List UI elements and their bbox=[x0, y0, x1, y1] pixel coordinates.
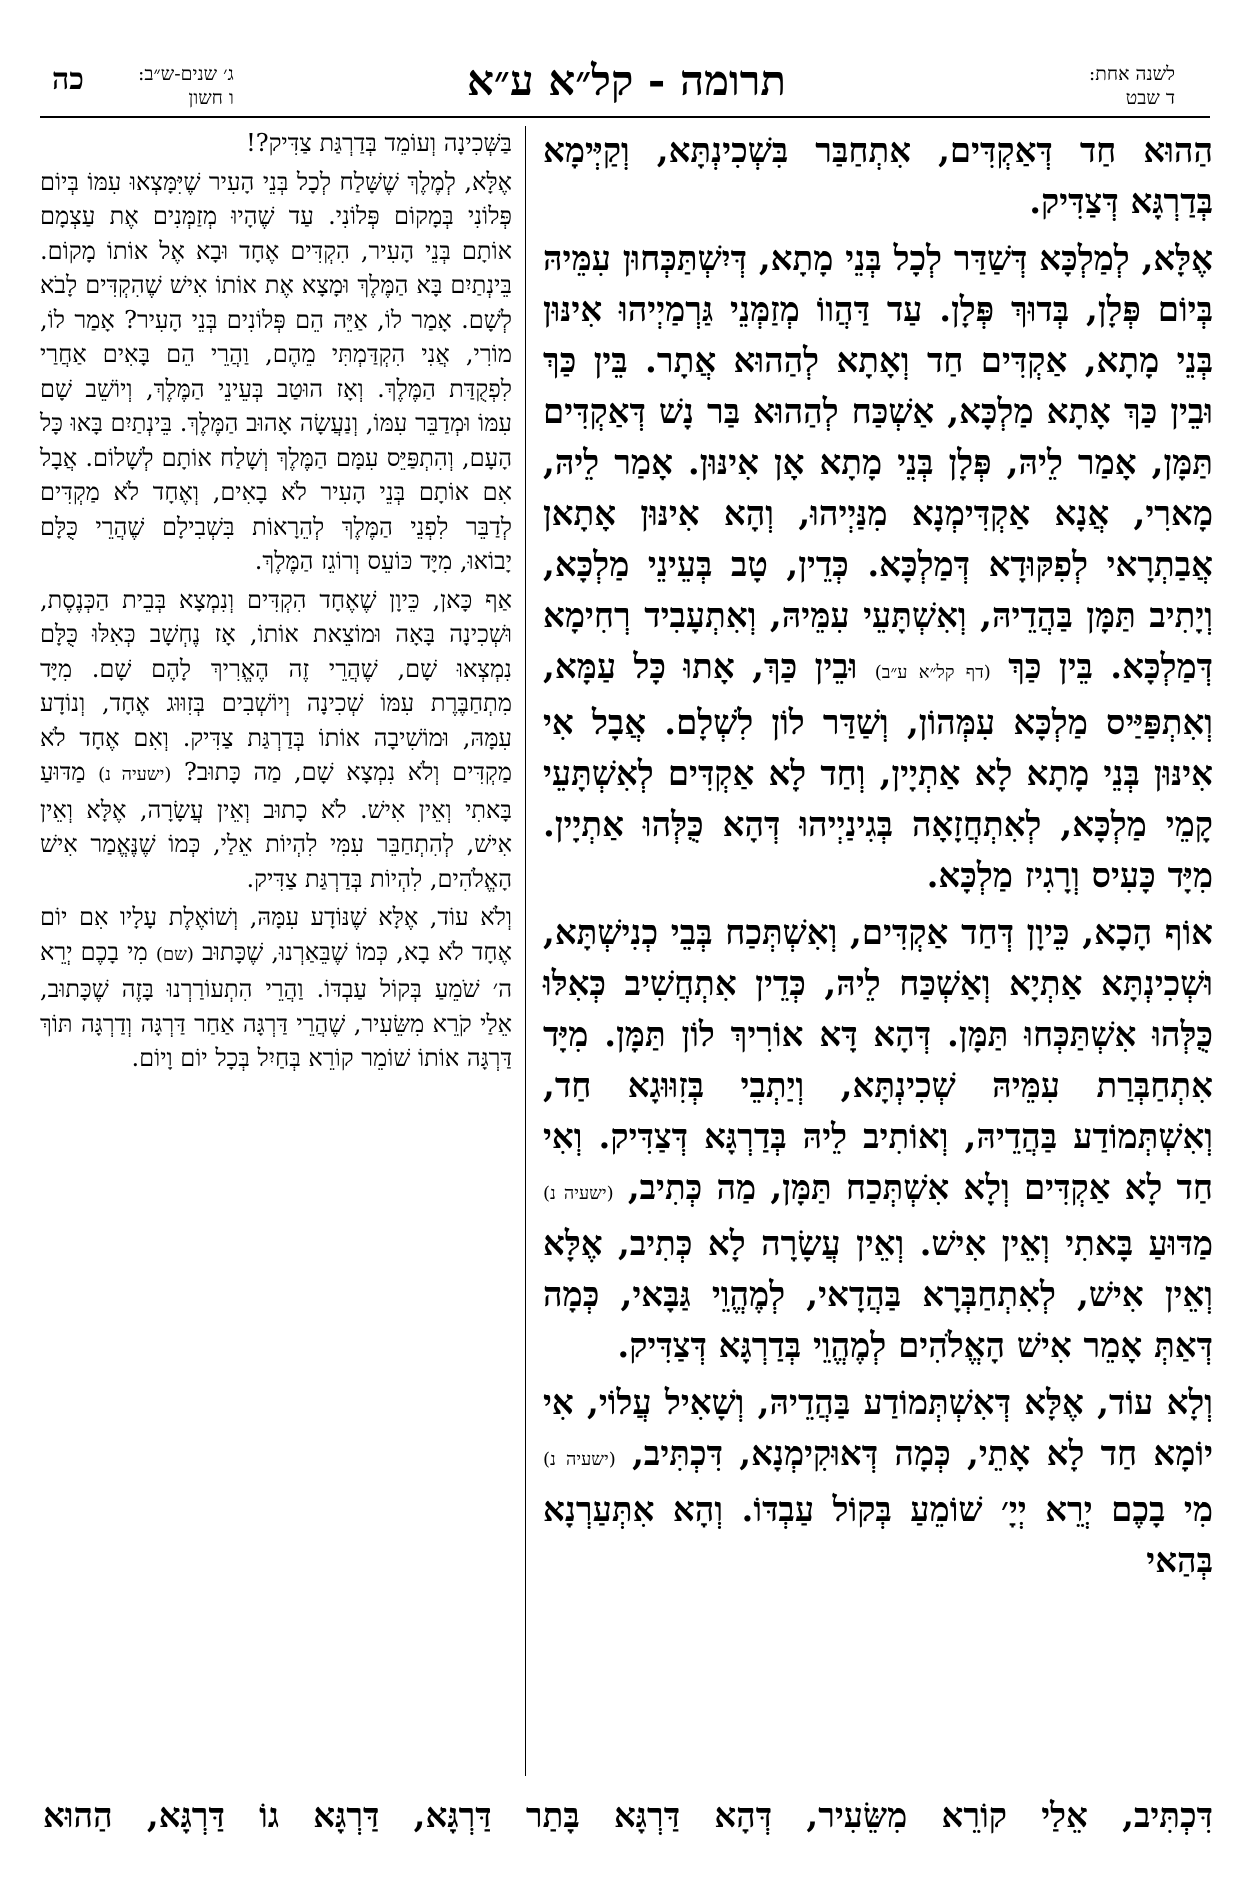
main-paragraph-4-text: וְלָא עוֹד, אֶלָּא דְּאִשְׁתְּמוֹדַע בַּהֲדֵיהּ, וְשָׁאִיל עֲלוֹי, אִי יוֹמָא חַד לָא אָתֵי, כְּמָה דְּאוּקִימְנָא, דִּכְתִּיב, bbox=[543, 1383, 1213, 1474]
main-paragraph-4 bbox=[543, 1378, 1213, 1587]
side-paragraph-1: בַּשְּׁכִינָה וְעוֹמֵד בְּדַרְגַּת צַדִּיק?! bbox=[246, 129, 512, 157]
page-title: תרומה - קל״א ע״א bbox=[466, 56, 787, 105]
side-paragraph-4 bbox=[40, 900, 512, 1076]
schedule-left-line2: ו חשון bbox=[188, 87, 234, 109]
schedule-label-right bbox=[1089, 62, 1175, 110]
side-paragraph-4-cont: מִי בָכֶם יְרֵא ה׳ שֹׁמֵעַ בְּקוֹל עַבְדּוֹ. וַהֲרֵי הִתְעוֹרַרְנוּ בָּזֶה שֶׁכָּתוּב, אֵלַי קֹרֵא מִשֵּׂעִיר, שֶׁהֲרֵי דַּרְגָּה אַחַר דַּרְגָּה וְדַרְגָּה תּוֹךְ דַּרְגָּה אוֹתוֹ שׁוֹמֵר קוֹרֵא בְּחַיִל בְּכָל יוֹם וָיוֹם. bbox=[40, 937, 512, 1072]
column-divider bbox=[525, 126, 526, 1776]
source-reference: (שם) bbox=[155, 943, 194, 965]
side-paragraph-3 bbox=[40, 583, 512, 897]
page-number: כה bbox=[52, 62, 84, 97]
page-header bbox=[0, 0, 1253, 110]
main-paragraph-4-cont: מִי בָכֶם יְרֵא יְיָ׳ שׁוֹמֵעַ בְּקוֹל עַבְדּוֹ. וְהָא אִתְּעַרְנָא בְּהַאי bbox=[543, 1490, 1213, 1581]
main-paragraph-3-cont: מַדּוּעַ בָּאתִי וְאֵין אִישׁ. וְאֵין עֲשָׂרָה לָא כְּתִיב, אֶלָּא וְאֵין אִישׁ, לְאִתְחַבְּרָא בַּהֲדָאי, לְמֶהֱוֵי גַּבָּאי, כְּמָה דְּאַתְּ אָמֵר אִישׁ הָאֱלֹהִים לְמֶהֱוֵי בְּדַרְגָּא דְּצַדִּיק. bbox=[543, 1224, 1213, 1366]
side-paragraph-3-text: אַף כָּאן, כֵּיוָן שֶׁאֶחָד הִקְדִּים וְנִמְצָא בְּבֵית הַכְּנֶסֶת, וּשְׁכִינָה בָּאָה וּמוֹצֵאת אוֹתוֹ, אָז נֶחְשָׁב כְּאִלּוּ כֻּלָּם נִמְצְאוּ שָׁם, שֶׁהֲרֵי זֶה הֶאֱרִיךְ לָהֶם שָׁם. מִיָּד מִתְחַבֶּרֶת עִמּוֹ שְׁכִינָה וְיוֹשְׁבִים בְּזִוּוּג אֶחָד, וְנוֹדָע עִמָּהּ, וּמוֹשִׁיבָה אוֹתוֹ בְּדַרְגַּת צַדִּיק. וְאִם אֶחָד לֹא מַקְדִּים וְלֹא נִמְצָא שָׁם, מַה כָּתוּב? bbox=[40, 585, 512, 786]
side-paragraph-3-cont: מַדּוּעַ בָּאתִי וְאֵין אִישׁ. לֹא כָתוּב וְאֵין עֲשָׂרָה, אֶלָּא וְאֵין אִישׁ, לְהִתְחַבֵּר עִמִּי לִהְיוֹת אֵלַי, כְּמוֹ שֶׁנֶּאֱמַר אִישׁ הָאֱלֹהִים, לִהְיוֹת בְּדַרְגַּת צַדִּיק. bbox=[40, 758, 512, 893]
main-paragraph-1: הַהוּא חַד דְּאַקְדִּים, אִתְחַבַּר בִּשְׁכִינְתָּא, וְקַיְּימָא בְּדַרְגָּא דְּצַדִּיק. bbox=[543, 131, 1213, 222]
main-paragraph-3 bbox=[543, 908, 1213, 1372]
side-paragraph-2: אֶלָּא, לְמֶלֶךְ שֶׁשָּׁלַח לְכָל בְּנֵי הָעִיר שֶׁיִּמָּצְאוּ עִמּוֹ בְּיוֹם פְּלוֹנִי בְּמָקוֹם פְּלוֹנִי. עַד שֶׁהָיוּ מְזַמְּנִים אֶת עַצְמָם אוֹתָם בְּנֵי הָעִיר, הִקְדִּים אֶחָד וּבָא אֶל אוֹתוֹ מָקוֹם. בֵּינְתַיִם בָּא הַמֶּלֶךְ וּמָצָא אֶת אוֹתוֹ אִישׁ שֶׁהִקְדִּים לָבֹא לְשָׁם. אָמַר לוֹ, אַיֵּה הֵם פְּלוֹנִים בְּנֵי הָעִיר? אָמַר לוֹ, מוֹרִי, אֲנִי הִקְדַּמְתִּי מֵהֶם, וַהֲרֵי הֵם בָּאִים אַחֲרַי לִפְקֻדַּת הַמֶּלֶךְ. וְאָז הוּטַב בְּעֵינֵי הַמֶּלֶךְ, וְיוֹשֵׁב שָׁם עִמּוֹ וּמְדַבֵּר עִמּוֹ, וְנַעֲשָׂה אָהוּב הַמֶּלֶךְ. בֵּינְתַיִם בָּאוּ כָּל הָעָם, וְהִתְפַּיֵּס עִמָּם הַמֶּלֶךְ וְשָׁלַח אוֹתָם לְשָׁלוֹם. אֲבָל אִם אוֹתָם בְּנֵי הָעִיר לֹא בָאִים, וְאֶחָד לֹא מַקְדִּים לְדַבֵּר לִפְנֵי הַמֶּלֶךְ לְהֵרָאוֹת בִּשְׁבִילָם שֶׁהֲרֵי כֻּלָּם יָבוֹאוּ, מִיָּד כּוֹעֵס וְרוֹגֵז הַמֶּלֶךְ. bbox=[40, 167, 513, 575]
source-reference: (דף קל״א ע״ב) bbox=[874, 662, 991, 683]
header-divider bbox=[40, 116, 1210, 118]
main-paragraph-2-cont: וּבֵין כַּךְ, אָתוּ כָּל עַמָּא, וְאִתְפַּיַּיס מַלְכָּא עִמְּהוֹן, וְשַׁדַּר לוֹן לִשְׁלָם. אֲבָל אִי אִינּוּן בְּנֵי מָתָא לָא אַתְיָין, וְחַד לָא אַקְדִּים לְאִשְׁתָּעֵי קָמֵי מַלְכָּא, לְאִתְחֲזָאָה בְּגִינַיְיהוּ דְּהָא כֻּלְּהוּ אַתְיָין. מִיָּד כָּעִיס וְרָגִיז מַלְכָּא. bbox=[543, 647, 1213, 896]
schedule-left-line1: ג׳ שנים-ש״ב: bbox=[138, 63, 234, 85]
schedule-right-line2: ד שבט bbox=[1125, 87, 1175, 109]
translation-column bbox=[40, 126, 512, 1080]
source-reference: (ישעיה נ) bbox=[98, 764, 172, 785]
main-paragraph-2 bbox=[543, 234, 1213, 902]
main-paragraph-3-text: אוֹף הָכָא, כֵּיוָן דְּחַד אַקְדִּים, וְאִשְׁתְּכַח בְּבֵי כְנִישְׁתָּא, וּשְׁכִינְתָּא אַתְיָא וְאַשְׁכַּח לֵיהּ, כְּדֵין אִתְחֲשִׁיב כְּאִלּוּ כֻּלְּהוּ אִשְׁתַּכְּחוּ תַּמָּן. דְּהָא דָּא אוֹרִיךְ לוֹן תַּמָּן. מִיָּד אִתְחַבְּרַת עִמֵּיהּ שְׁכִינְתָּא, וְיַתְבֵי בְּזִוּוּגָא חַד, וְאִשְׁתְּמוֹדַע בַּהֲדֵיהּ, וְאוֹתִיב לֵיהּ בְּדַרְגָּא דְּצַדִּיק. וְאִי חַד לָא אַקְדִּים וְלָא אִשְׁתְּכַח תַּמָּן, מַה כְּתִיב, bbox=[543, 913, 1213, 1208]
schedule-right-line1: לשנה אחת: bbox=[1088, 63, 1175, 85]
main-text-column bbox=[543, 126, 1213, 1593]
main-paragraph-2-text: אֶלָּא, לְמַלְכָּא דְּשַׁדַּר לְכָל בְּנֵי מָתָא, דְּיִשְׁתַּכְּחוּן עִמֵּיהּ בְּיוֹם פְּלָן, בְּדוּךְ פְּלָן. עַד דַּהֲווֹ מְזַמְּנֵי גַּרְמַיְיהוּ אִינּוּן בְּנֵי מָתָא, אַקְדִּים חַד וְאָתָא לְהַהוּא אֲתָר. בֵּין כַּךְ וּבֵין כַּךְ אָתָא מַלְכָּא, אַשְׁכַּח לְהַהוּא בַּר נָשׁ דְּאַקְדִּים תַּמָּן, אָמַר לֵיהּ, פְּלָן בְּנֵי מָתָא אָן אִינּוּן. אָמַר לֵיהּ, מָארִי, אֲנָא אַקְדִּימְנָא מִנַּיְיהוּ, וְהָא אִינּוּן אָתָאן אֲבַתְרָאי לְפִקּוּדָא דְּמַלְכָּא. כְּדֵין, טָב בְּעֵינֵי מַלְכָּא, וְיָתִיב תַּמָּן בַּהֲדֵיהּ, וְאִשְׁתָּעֵי עִמֵּיהּ, וְאִתְעָבִיד רְחִימָא דְּמַלְכָּא. בֵּין כַּךְ bbox=[543, 239, 1213, 687]
side-paragraph-4-text: וְלֹא עוֹד, אֶלָּא שֶׁנּוֹדָע עִמָּהּ, וְשׁוֹאֶלֶת עָלָיו אִם יוֹם אֶחָד לֹא בָא, כְּמוֹ שֶׁבֵּאַרְנוּ, שֶׁכָּתוּב bbox=[40, 903, 512, 966]
source-reference: (ישעיה נ) bbox=[543, 1449, 616, 1470]
source-reference: (ישעיה נ) bbox=[543, 1183, 614, 1204]
main-text-bottom-line: דִּכְתִּיב, אֵלַי קוֹרֵא מִשֵּׂעִיר, דְּהָא דַּרְגָּא בָּתַר דַּרְגָּא, דַּרְגָּא גוֹ דַּרְגָּא, הַהוּא bbox=[43, 1796, 1213, 1836]
